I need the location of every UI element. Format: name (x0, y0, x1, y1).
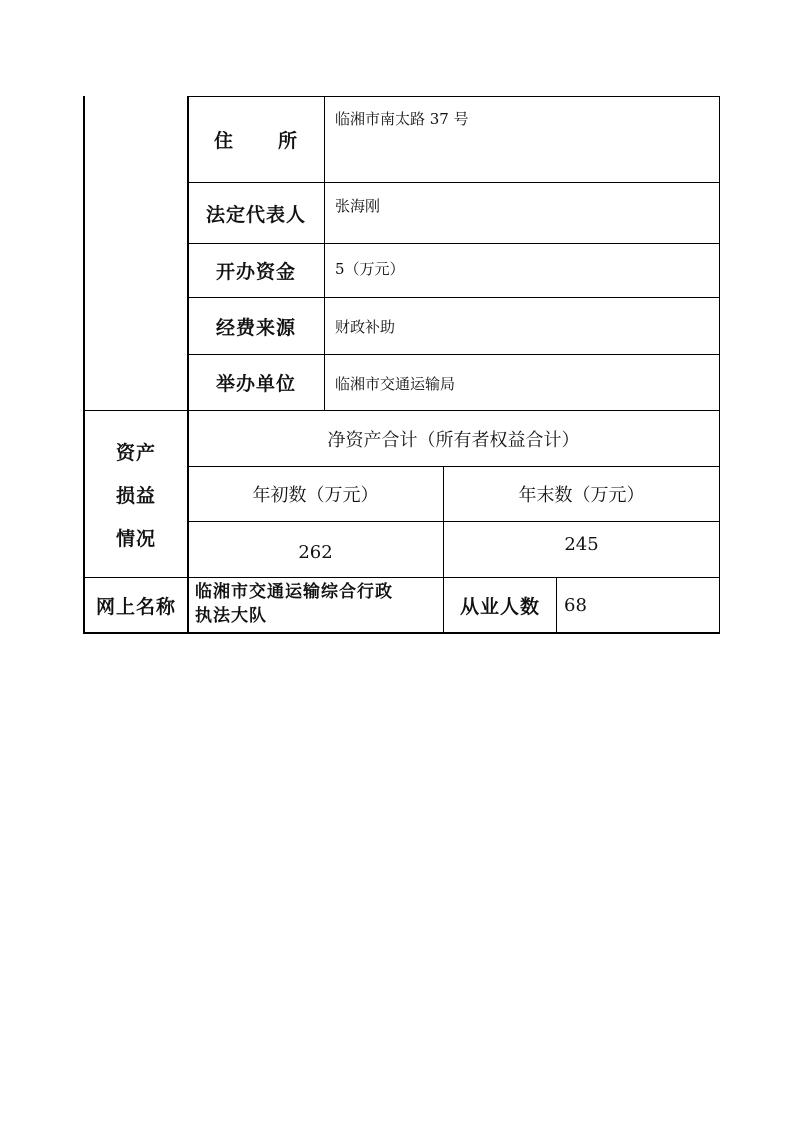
begin-year-value: 262 (298, 541, 333, 563)
end-year-header: 年末数（万元） (518, 485, 645, 506)
staff-count-value: 68 (564, 594, 587, 616)
table-right-border (719, 96, 720, 634)
address-value: 临湘市南太路 37 号 (335, 110, 469, 128)
funding-label: 经费来源 (215, 316, 296, 339)
begin-year-header: 年初数（万元） (252, 485, 379, 506)
online-name-value (195, 580, 441, 632)
legal-rep-label: 法定代表人 (205, 203, 306, 226)
funding-value: 财政补助 (335, 318, 396, 336)
assets-side-label-3: 情况 (115, 527, 156, 550)
capital-value: 5（万元） (335, 260, 405, 278)
table-bottom-border (83, 632, 720, 634)
sponsor-label: 举办单位 (215, 373, 296, 395)
sponsor-value: 临湘市交通运输局 (335, 375, 456, 393)
capital-label: 开办资金 (215, 261, 296, 283)
end-year-value: 245 (564, 533, 599, 555)
address-label-b: 所 (278, 130, 299, 152)
col-divider-staff (556, 577, 557, 633)
staff-count-label: 从业人数 (459, 595, 540, 618)
online-name-line-1: 临湘市交通运输综合行政 (195, 582, 393, 602)
legal-rep-value: 张海刚 (335, 197, 381, 215)
assets-side-label-2: 损益 (115, 484, 156, 507)
address-label-a: 住 (213, 130, 234, 152)
online-name-line-2: 执法大队 (195, 606, 267, 626)
assets-side-label-1: 资产 (115, 441, 156, 464)
net-assets-header: 净资产合计（所有者权益合计） (327, 429, 580, 451)
row-line-7 (188, 521, 720, 522)
address-label (188, 97, 324, 182)
online-name-label: 网上名称 (95, 595, 176, 618)
table-left-border (83, 96, 85, 634)
